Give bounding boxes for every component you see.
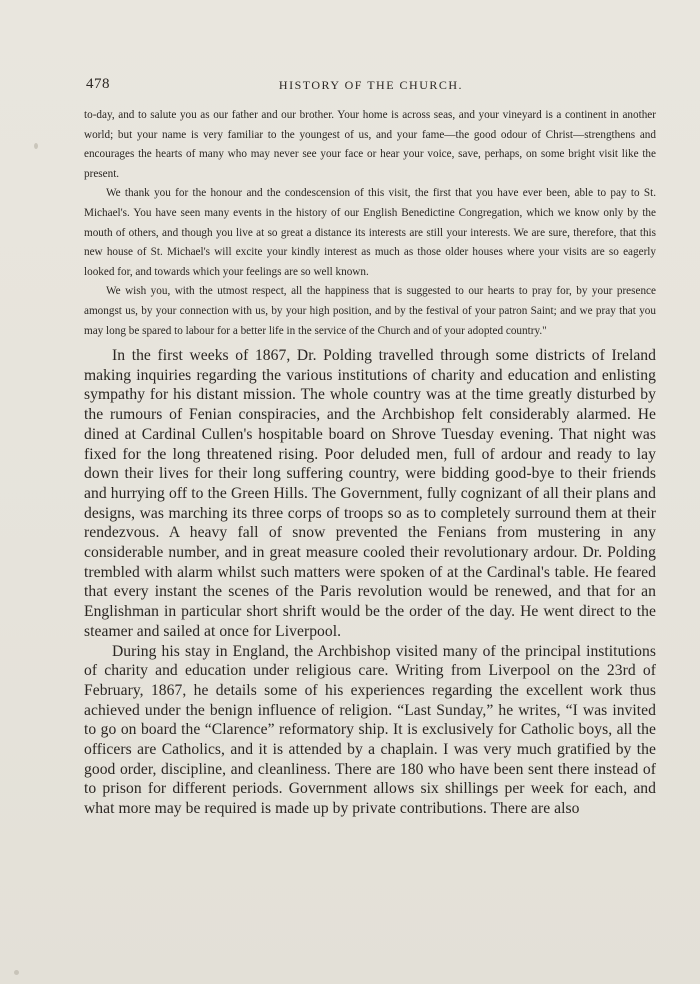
- page-header: [86, 76, 656, 96]
- quote-paragraph: We wish you, with the utmost respect, all the happiness that is suggested to our hearts to pray for, by your presence amongst us, by your connection with us, by your high position, and by the festival of your patron Saint; and we pray that you may long be spared to labour for a better life in the service of the Church and of your adopted country.": [84, 285, 656, 337]
- paper-blemish: [34, 143, 38, 149]
- paper-blemish: [14, 970, 19, 975]
- quote-paragraph: We thank you for the honour and the condescension of this visit, the first that you have ever been, able to pay to St. Michael's. You have seen many events in the history of our English Benedictine Congregation, which we know only by the mouth of others, and though you live at so great a distance its interests are still your interests. We are sure, therefore, that this new house of St. Michael's will excite your kindly interest as much as those older houses where your visits are so eagerly looked for, and towards which your feelings are so well known.: [84, 187, 656, 278]
- quote-paragraph: to-day, and to salute you as our father and our brother. Your home is across seas, and your vineyard is a continent in another world; but your name is very familiar to the youngest of us, and your fame—the good odour of Christ—strengthens and encourages the hearts of many who may never see your face or hear your voice, save, perhaps, on some bright visit like the present.: [84, 109, 656, 180]
- body-text: [84, 346, 656, 819]
- running-title: HISTORY OF THE CHURCH.: [278, 78, 464, 92]
- body-paragraph: In the first weeks of 1867, Dr. Polding travelled through some districts of Ireland making inquiries regarding the various institutions of charity and education and enlisting sympathy for his distant mission. The whole country was at the time greatly disturbed by the rumours of Fenian conspiracies, and the Archbishop felt considerably alarmed. He dined at Cardinal Cullen's hospitable board on Shrove Tuesday evening. That night was fixed for the long threatened rising. Poor deluded men, full of ardour and ready to lay down their lives for their long suffering country, were bidding good-bye to their friends and hurrying off to the Green Hills. The Government, fully cognizant of all their plans and designs, was marching its three corps of troops so as to completely surround them at their rendezvous. A heavy fall of snow prevented the Fenians from mustering in any considerable number, and in great measure cooled their revolutionary ardour. Dr. Polding trembled with alarm whilst such matters were spoken of at the Cardinal's table. He feared that every instant the scenes of the Paris revolution would be renewed, and that for an Englishman in particular short shrift would be the order of the day. He went direct to the steamer and sailed at once for Liverpool.: [84, 347, 656, 640]
- body-paragraph: During his stay in England, the Archbishop visited many of the principal institutions of charity and education under religious care. Writing from Liverpool on the 23rd of February, 1867, he details some of his experiences regarding the excellent work thus achieved under the benign influence of religion. “Last Sunday,” he writes, “I was invited to go on board the “Clarence” reformatory ship. It is exclusively for Catholic boys, all the officers are Catholics, and it is attended by a chaplain. I was very much gratified by the good order, discipline, and cleanliness. There are 180 who have been sent there instead of to prison for different periods. Government allows six shillings per week for each, and what more may be required is made up by private contributions. There are also: [84, 642, 656, 818]
- quoted-address: [84, 106, 656, 341]
- page-number: 478: [86, 76, 110, 92]
